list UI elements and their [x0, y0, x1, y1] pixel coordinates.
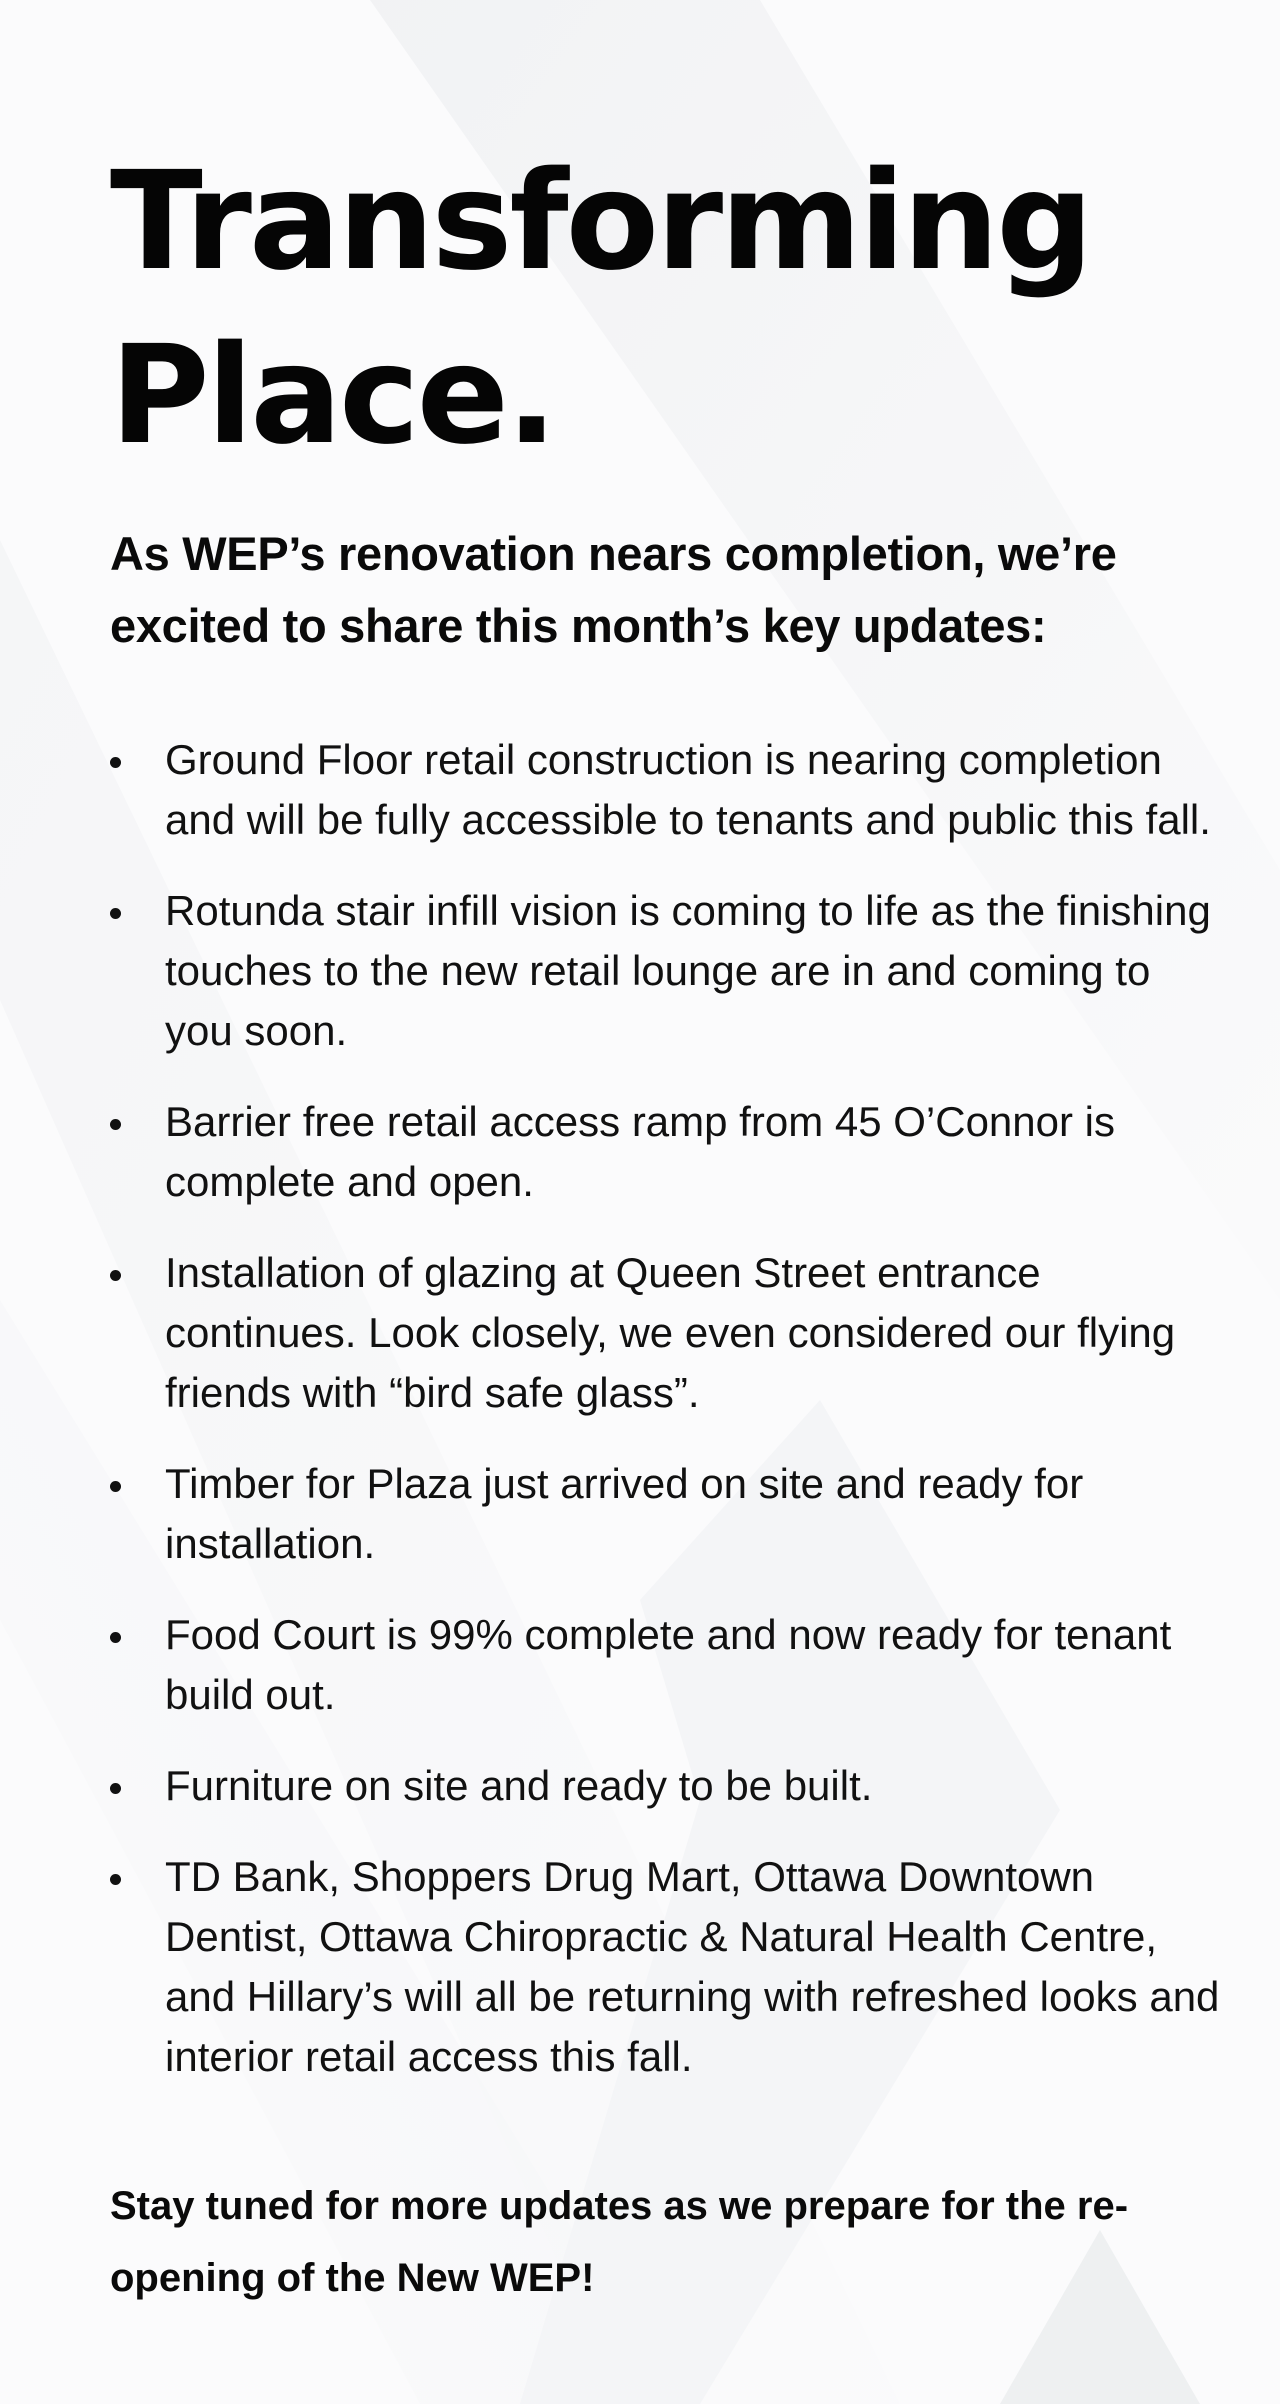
list-item [110, 1847, 1220, 2087]
list-item-text: Ground Floor retail construction is nearing completion and will be fully accessible to tenants and public this fall. [165, 736, 1211, 843]
list-item-text: Installation of glazing at Queen Street entrance continues. Look closely, we even considered our flying friends with “bird safe glass”. [165, 1249, 1176, 1416]
list-item [110, 1092, 1220, 1212]
list-item-text: Timber for Plaza just arrived on site and ready for installation. [165, 1460, 1084, 1567]
bullet-icon [110, 1481, 121, 1492]
bullet-icon [110, 1270, 121, 1281]
list-item-text: Furniture on site and ready to be built. [165, 1762, 873, 1809]
list-item [110, 1756, 1220, 1816]
intro-text: As WEP’s renovation nears completion, we’re excited to share this month’s key updates: [110, 527, 1117, 652]
bullet-icon [110, 1874, 121, 1885]
bullet-icon [110, 1119, 121, 1130]
list-item [110, 881, 1220, 1061]
title-line: Place. [110, 317, 555, 475]
list-item-text: Barrier free retail access ramp from 45 O’Connor is complete and open. [165, 1098, 1115, 1205]
list-item [110, 1605, 1220, 1725]
list-item [110, 730, 1220, 850]
list-item [110, 1454, 1220, 1574]
bullet-icon [110, 1632, 121, 1643]
bullet-icon [110, 1783, 121, 1794]
list-item-text: TD Bank, Shoppers Drug Mart, Ottawa Downtown Dentist, Ottawa Chiropractic & Natural Health Centre, and Hillary’s will all be returning with refreshed looks and interior retail access this fall. [165, 1853, 1220, 2080]
updates-list [110, 730, 1220, 2118]
bullet-icon [110, 908, 121, 919]
closing-text: Stay tuned for more updates as we prepare for the re-opening of the New WEP! [110, 2184, 1129, 2300]
list-item [110, 1243, 1220, 1423]
list-item-text: Rotunda stair infill vision is coming to life as the finishing touches to the new retail lounge are in and coming to you soon. [165, 887, 1211, 1054]
bullet-icon [110, 757, 121, 768]
title-line: Transforming [110, 143, 1091, 301]
list-item-text: Food Court is 99% complete and now ready for tenant build out. [165, 1611, 1172, 1718]
page-title [110, 135, 1091, 483]
